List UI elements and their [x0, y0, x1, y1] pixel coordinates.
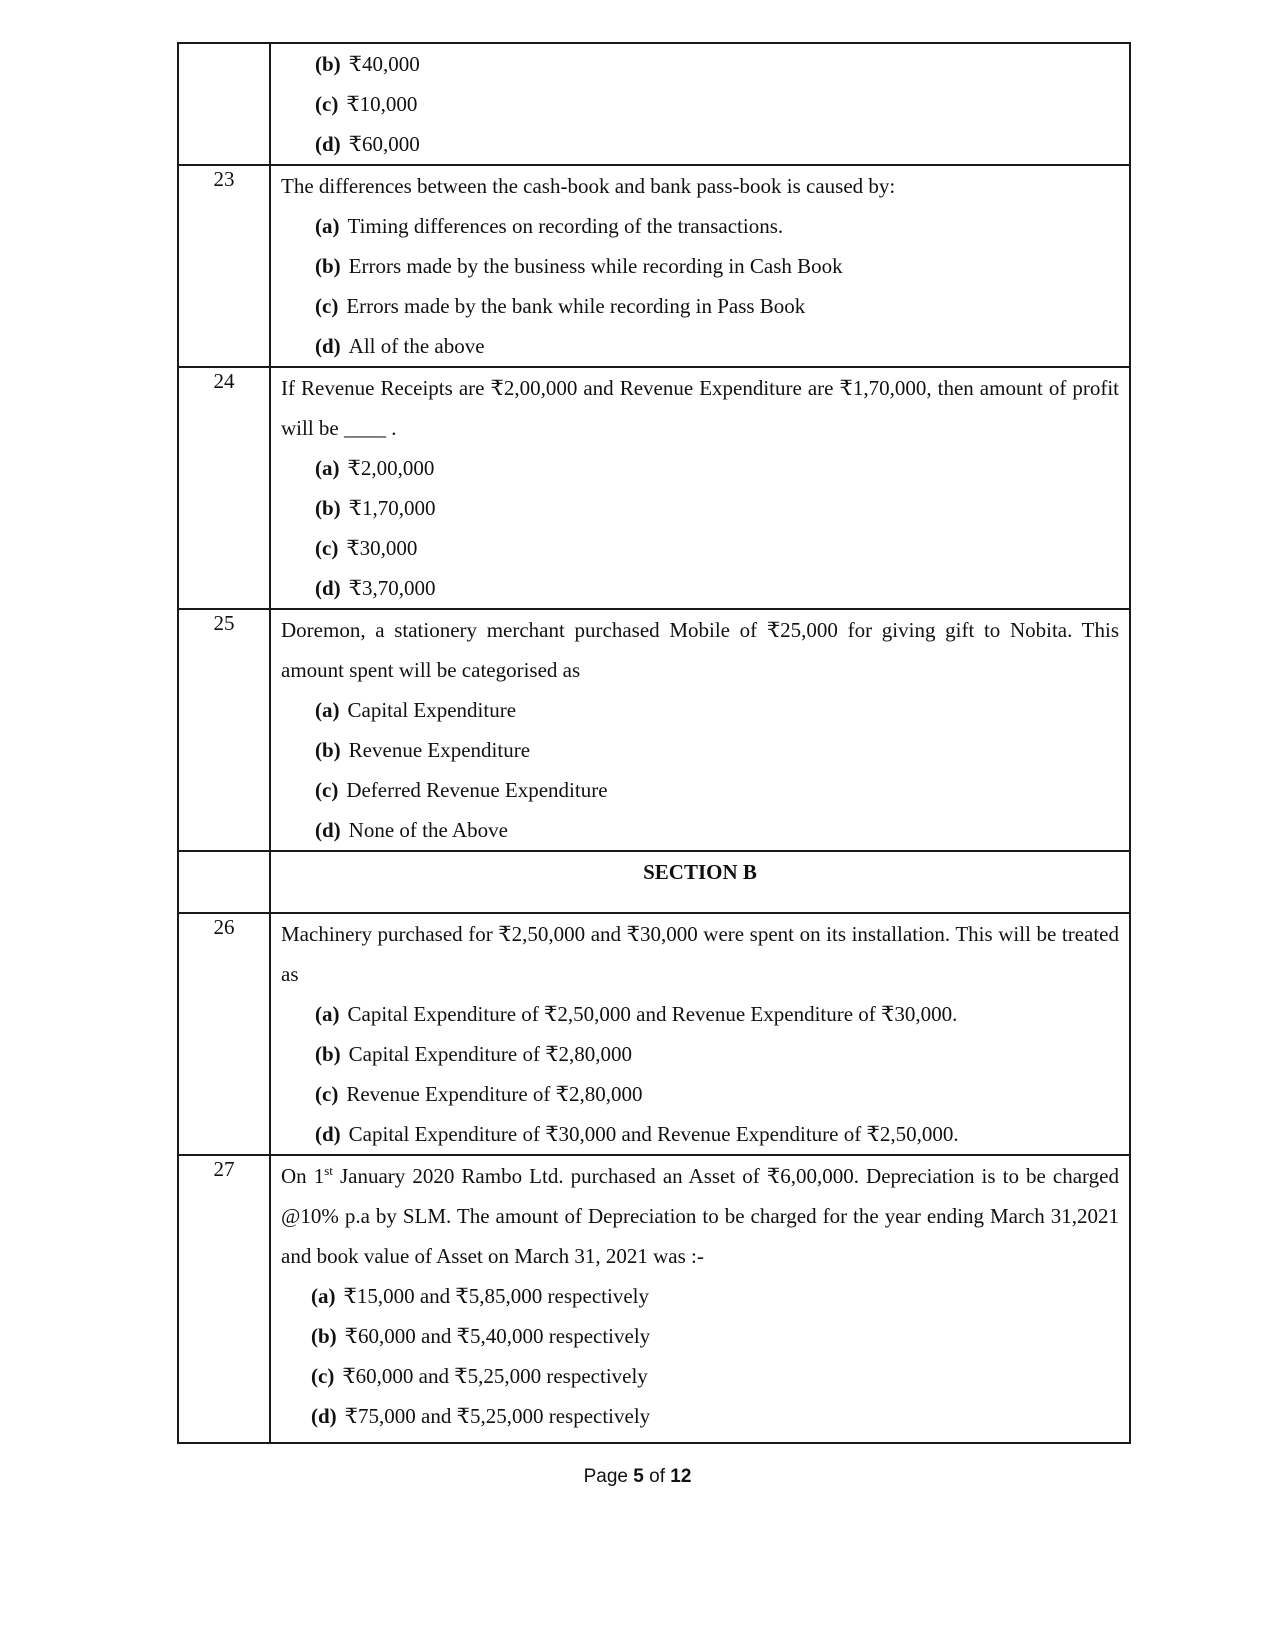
option-text: ₹60,000 and ₹5,40,000 respectively	[344, 1324, 651, 1348]
option-label: (b)	[315, 254, 341, 278]
option-label: (a)	[311, 1284, 336, 1308]
option-label: (b)	[315, 496, 341, 520]
option-label: (a)	[315, 698, 340, 722]
option-text: Capital Expenditure of ₹2,80,000	[348, 1042, 633, 1066]
option	[281, 1316, 1119, 1356]
option-label: (d)	[315, 576, 341, 600]
option-text: ₹30,000	[346, 536, 418, 560]
option-text: Capital Expenditure of ₹30,000 and Revenue Expenditure of ₹2,50,000.	[348, 1122, 959, 1146]
option	[281, 124, 1119, 164]
question-body	[270, 1155, 1130, 1443]
question-number-cell	[178, 43, 270, 165]
option	[281, 568, 1119, 608]
section-row	[178, 851, 1130, 913]
question-body	[270, 43, 1130, 165]
question-row-25	[178, 609, 1130, 851]
option-text: Errors made by the business while recording in Cash Book	[348, 254, 843, 278]
option-text: Capital Expenditure	[347, 698, 517, 722]
question-row-23	[178, 165, 1130, 367]
option-label: (c)	[315, 1082, 339, 1106]
question-stem: Machinery purchased for ₹2,50,000 and ₹30,000 were spent on its installation. This will be treated as	[281, 922, 1119, 986]
question-number: 27	[178, 1155, 270, 1443]
question-body	[270, 913, 1130, 1155]
option-label: (c)	[315, 294, 339, 318]
option-label: (d)	[315, 1122, 341, 1146]
option-label: (d)	[311, 1404, 337, 1428]
option	[281, 690, 1119, 730]
question-body	[270, 609, 1130, 851]
option-text: ₹40,000	[348, 52, 420, 76]
question-stem: If Revenue Receipts are ₹2,00,000 and Revenue Expenditure are ₹1,70,000, then amount of profit will be ____ .	[281, 376, 1119, 440]
option-label: (b)	[315, 1042, 341, 1066]
option	[281, 1396, 1119, 1436]
option-label: (c)	[315, 536, 339, 560]
page-total: 12	[670, 1466, 692, 1487]
option-label: (c)	[315, 92, 339, 116]
option-text: Deferred Revenue Expenditure	[346, 778, 608, 802]
option	[281, 730, 1119, 770]
option-text: ₹15,000 and ₹5,85,000 respectively	[343, 1284, 649, 1308]
option	[281, 206, 1119, 246]
question-table	[177, 42, 1131, 1444]
option-label: (a)	[315, 456, 340, 480]
question-stem: On 1st January 2020 Rambo Ltd. purchased an Asset of ₹6,00,000. Depreciation is to be charged @10% p.a by SLM. The amount of Depreciation to be charged for the year ending March 31,2021 and book value of Asset on March 31, 2021 was :-	[281, 1163, 1119, 1268]
option-label: (d)	[315, 334, 341, 358]
option	[281, 1034, 1119, 1074]
option-text: ₹60,000	[348, 132, 420, 156]
question-number: 25	[178, 609, 270, 851]
question-stem: The differences between the cash-book and bank pass-book is caused by:	[281, 174, 896, 198]
option-text: ₹1,70,000	[348, 496, 436, 520]
option	[281, 84, 1119, 124]
option-label: (c)	[315, 778, 339, 802]
page-number: 5	[633, 1466, 644, 1487]
option-label: (b)	[311, 1324, 337, 1348]
option	[281, 1074, 1119, 1114]
option-text: ₹2,00,000	[347, 456, 435, 480]
option	[281, 246, 1119, 286]
question-number: 23	[178, 165, 270, 367]
option	[281, 994, 1119, 1034]
option-text: All of the above	[348, 334, 485, 358]
question-body	[270, 165, 1130, 367]
option-label: (d)	[315, 818, 341, 842]
option	[281, 528, 1119, 568]
option-label: (b)	[315, 738, 341, 762]
option-text: Revenue Expenditure	[348, 738, 531, 762]
option-text: ₹75,000 and ₹5,25,000 respectively	[344, 1404, 651, 1428]
option-text: None of the Above	[348, 818, 508, 842]
option-label: (a)	[315, 1002, 340, 1026]
option	[281, 770, 1119, 810]
option	[281, 1356, 1119, 1396]
option-text: Timing differences on recording of the transactions.	[347, 214, 784, 238]
option-label: (c)	[311, 1364, 335, 1388]
option-text: Capital Expenditure of ₹2,50,000 and Revenue Expenditure of ₹30,000.	[347, 1002, 958, 1026]
question-row-24	[178, 367, 1130, 609]
question-number: 24	[178, 367, 270, 609]
question-number: 26	[178, 913, 270, 1155]
option-text: Errors made by the bank while recording in Pass Book	[346, 294, 806, 318]
option	[281, 1114, 1119, 1154]
option	[281, 488, 1119, 528]
option	[281, 286, 1119, 326]
footer-prefix: Page	[583, 1466, 634, 1487]
option	[281, 810, 1119, 850]
option-label: (d)	[315, 132, 341, 156]
section-title: SECTION B	[270, 851, 1130, 913]
question-row-continuation	[178, 43, 1130, 165]
question-row-27	[178, 1155, 1130, 1443]
option-label: (b)	[315, 52, 341, 76]
option-text: ₹10,000	[346, 92, 418, 116]
option	[281, 448, 1119, 488]
option	[281, 44, 1119, 84]
section-number-cell	[178, 851, 270, 913]
question-stem: Doremon, a stationery merchant purchased Mobile of ₹25,000 for giving gift to Nobita. This amount spent will be categorised as	[281, 618, 1119, 682]
question-body	[270, 367, 1130, 609]
page-footer	[0, 1466, 1275, 1488]
option-text: ₹3,70,000	[348, 576, 436, 600]
option	[281, 326, 1119, 366]
footer-middle: of	[643, 1466, 671, 1487]
question-row-26	[178, 913, 1130, 1155]
option-label: (a)	[315, 214, 340, 238]
option-text: Revenue Expenditure of ₹2,80,000	[346, 1082, 643, 1106]
option-text: ₹60,000 and ₹5,25,000 respectively	[342, 1364, 648, 1388]
option	[281, 1276, 1119, 1316]
